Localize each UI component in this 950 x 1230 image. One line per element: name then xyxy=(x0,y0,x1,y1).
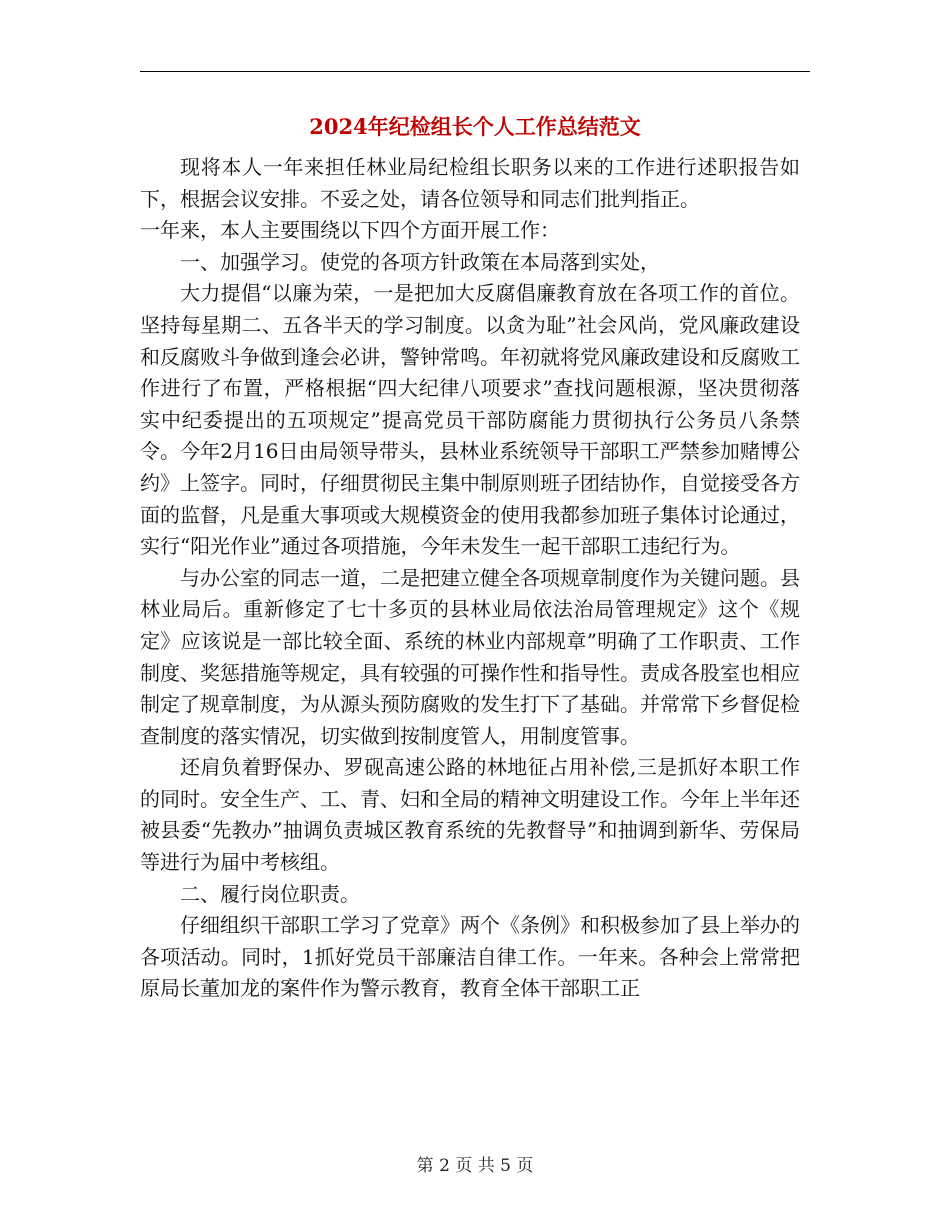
page-footer: 第 2 页 共 5 页 xyxy=(416,1156,534,1176)
paragraph: 仔细组织干部职工学习了党章》两个《条例》和积极参加了县上举办的各项活动。同时，1抓好党员干部廉洁自律工作。一年来。各种会上常常把原局长董加龙的案件作为警示教育，教育全体干部职工正 xyxy=(140,913,800,1001)
section-heading: 一、加强学习。使党的各项方针政策在本局落到实处， xyxy=(180,249,660,274)
paragraph: 与办公室的同志一道，二是把建立健全各项规章制度作为关键问题。县林业局后。重新修定了七十多页的县林业局依法治局管理规定》这个《规定》应该说是一部比较全面、系统的林业内部规章”明确了工作职责、工作制度、奖惩措施等规定，具有较强的可操作性和指导性。责成各股室也相应制定了规章制度，为从源头预防腐败的发生打下了基础。并常常下乡督促检查制度的落实情况，切实做到按制度管人，用制度管事。 xyxy=(140,565,800,748)
document-title: 2024年纪检组长个人工作总结范文 xyxy=(309,114,641,139)
header-rule xyxy=(140,71,810,72)
paragraph: 大力提倡“以廉为荣，一是把加大反腐倡廉教育放在各项工作的首位。坚持每星期二、五各半天的学习制度。以贪为耻”社会风尚，党风廉政建设和反腐败斗争做到逢会必讲，警钟常鸣。年初就将党风廉政建设和反腐败工作进行了布置，严格根据“四大纪律八项要求”查找问题根源，坚决贯彻落实中纪委提出的五项规定”提高党员干部防腐能力贯彻执行公务员八条禁令。今年2月16日由局领导带头，县林业系统领导干部职工严禁参加赌博公约》上签字。同时，仔细贯彻民主集中制原则班子团结协作，自觉接受各方面的监督，凡是重大事项或大规模资金的使用我都参加班子集体讨论通过，实行“阳光作业”通过各项措施，今年未发生一起干部职工违纪行为。 xyxy=(140,281,800,559)
section-heading: 二、履行岗位职责。 xyxy=(180,881,360,906)
paragraph: 现将本人一年来担任林业局纪检组长职务以来的工作进行述职报告如下，根据会议安排。不妥之处，请各位领导和同志们批判指正。 xyxy=(140,155,800,211)
paragraph: 一年来，本人主要围绕以下四个方面开展工作： xyxy=(140,218,560,243)
paragraph: 还肩负着野保办、罗砚高速公路的林地征占用补偿,三是抓好本职工作的同时。安全生产、工、青、妇和全局的精神文明建设工作。今年上半年还被县委“先教办”抽调负责城区教育系统的先教督导”和抽调到新华、劳保局等进行为届中考核组。 xyxy=(140,755,800,875)
document-body xyxy=(140,152,800,1005)
